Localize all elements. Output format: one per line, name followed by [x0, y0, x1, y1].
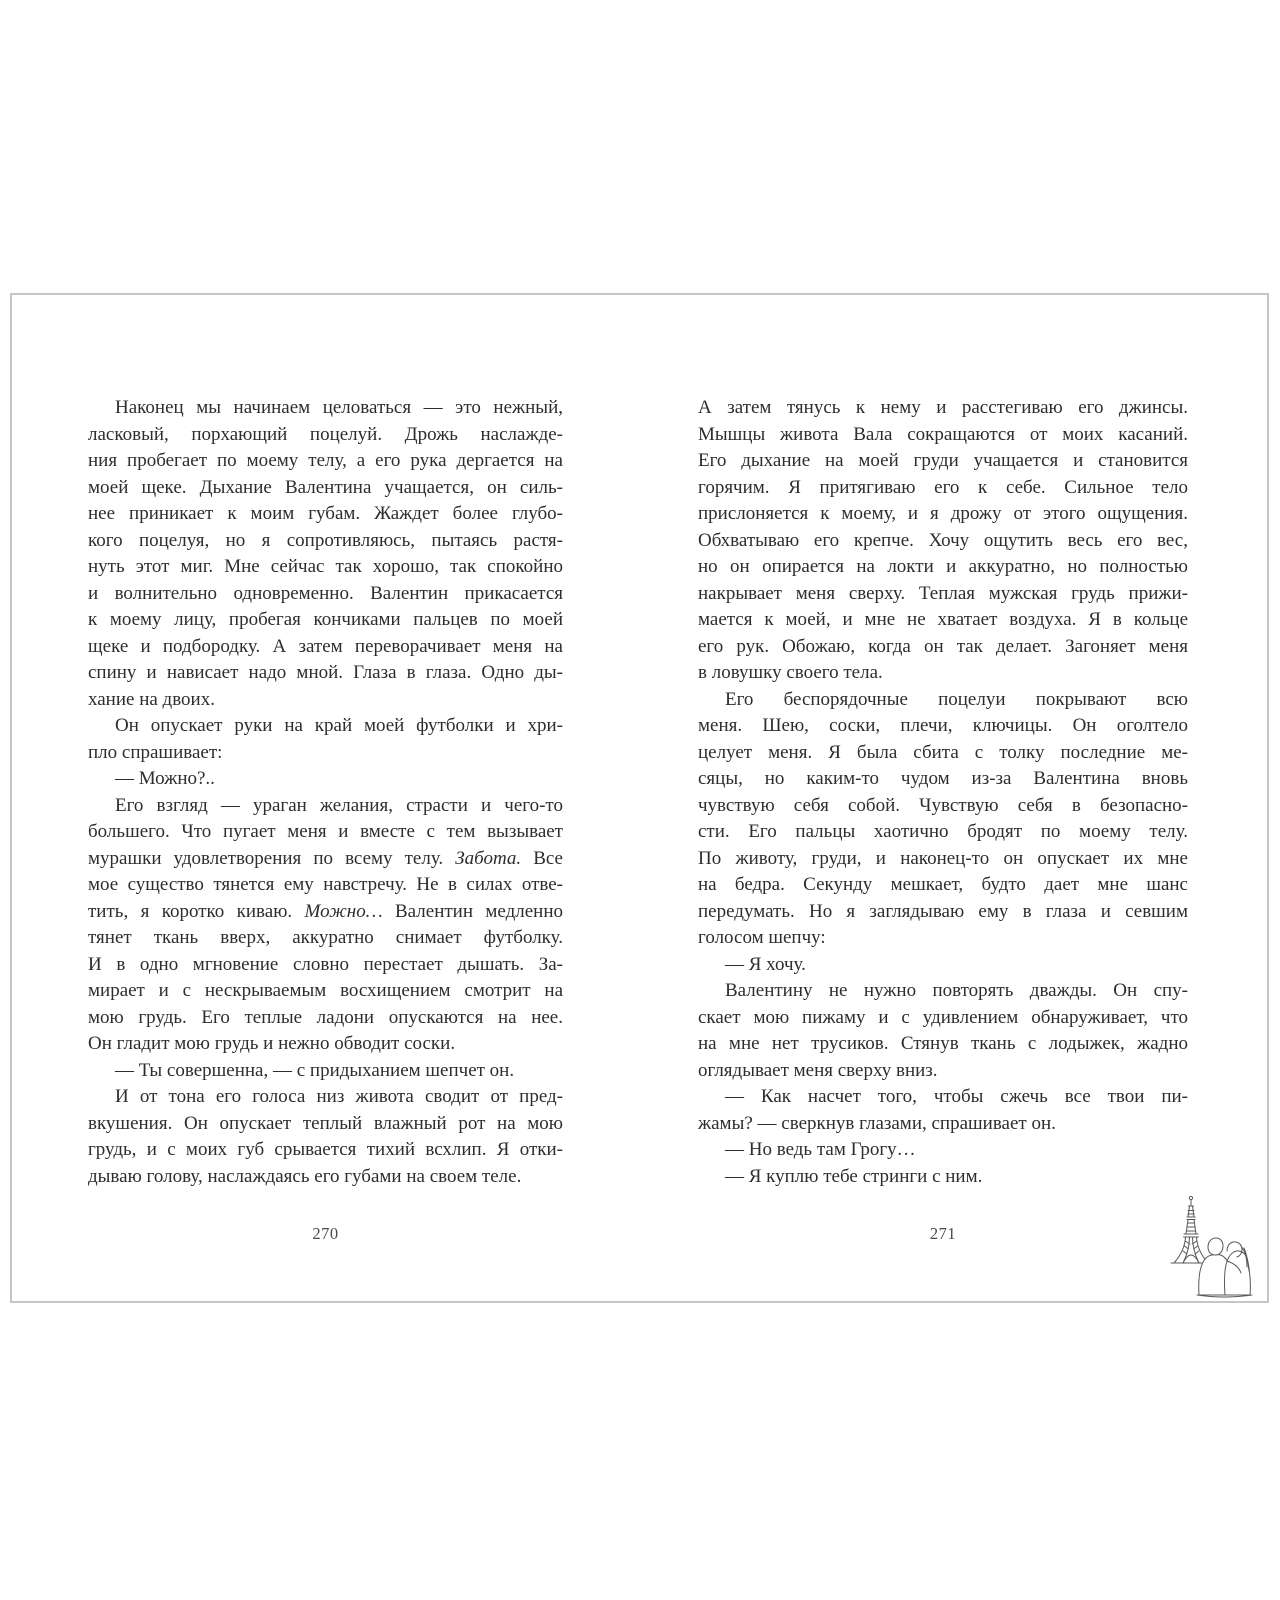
text-line: Валентину не нужно повторять дважды. Он спу- [725, 980, 1188, 1001]
seated-couple-icon [1197, 1238, 1252, 1297]
text-line: на мне нет трусиков. Стянув ткань с лодыжек, жадно [698, 1033, 1188, 1054]
text-line: мурашки удовлетворения по всему телу. Забота. Все [88, 847, 563, 869]
text-line: Он гладит мою грудь и нежно обводит соски. [88, 1033, 456, 1054]
paragraph [698, 1084, 1188, 1137]
text-line: горячим. Я притягиваю его к себе. Сильное тело [698, 476, 1188, 498]
text-line: моей щеке. Дыхание Валентина учащается, он силь- [88, 476, 563, 498]
text-line: и волнительно одновременно. Валентин прикасается [88, 582, 563, 604]
paragraph [88, 793, 563, 1058]
text-line: Обхватываю его крепче. Хочу ощутить весь его вес, [698, 529, 1188, 551]
text-line: прислоняется к моему, и я дрожу от этого ощущения. [698, 503, 1188, 524]
text-line: в ловушку своего тела. [698, 662, 883, 683]
text-line: скает мою пижаму и с удивлением обнаруживает, что [698, 1006, 1188, 1028]
page-271-text-block [698, 395, 1188, 1190]
text-line: Его взгляд — ураган желания, страсти и чего-то [115, 794, 563, 816]
text-line: оглядывает меня сверху вниз. [698, 1059, 938, 1081]
text-line: его рук. Обожаю, когда он так делает. Загоняет меня [698, 635, 1188, 657]
text-line: целует меня. Я была сбита с толку последние ме- [698, 741, 1188, 763]
eiffel-tower-icon [1171, 1196, 1213, 1263]
text-line: И в одно мгновение словно перестает дышать. За- [88, 953, 563, 975]
text-line: но он опирается на локти и аккуратно, но полностью [698, 556, 1188, 577]
text-line: чувствую себя собой. Чувствую себя в безопасно- [698, 794, 1188, 816]
text-line: — Я хочу. [725, 953, 806, 975]
text-line: передумать. Но я заглядываю ему в глаза и севшим [698, 900, 1188, 922]
text-line: жамы? — сверкнув глазами, спрашивает он. [698, 1112, 1056, 1134]
text-line: хание на двоих. [88, 688, 215, 710]
paragraph [88, 395, 563, 713]
text-line: нуть этот миг. Мне сейчас так хорошо, так спокойно [88, 556, 563, 577]
text-line: голосом шепчу: [698, 927, 826, 948]
text-line: нее приникает к моим губам. Жаждет более глубо- [88, 503, 563, 524]
paragraph [698, 952, 1188, 979]
text-line: — Но ведь там Грогу… [725, 1139, 916, 1160]
text-line: мою грудь. Его теплые ладони опускаются на нее. [88, 1006, 563, 1028]
paragraph [88, 713, 563, 766]
paragraph [698, 978, 1188, 1084]
text-line: Наконец мы начинаем целоваться — это нежный, [115, 397, 563, 418]
text-line: накрывает меня сверху. Теплая мужская грудь прижи- [698, 582, 1188, 604]
text-line: По животу, груди, и наконец-то он опускает их мне [698, 847, 1188, 869]
page-number-left: 270 [312, 1224, 339, 1243]
text-line: к моему лицу, пробегая кончиками пальцев по моей [88, 609, 563, 630]
text-line: — Ты совершенна, — с придыханием шепчет он. [115, 1059, 515, 1081]
text-line: — Можно?.. [115, 768, 215, 789]
text-line: тить, я коротко киваю. Можно… Валентин медленно [88, 900, 564, 922]
text-line: кого поцелуя, но я сопротивляюсь, пытаясь растя- [88, 529, 563, 551]
text-line: Мышцы живота Вала сокращаются от моих касаний. [698, 423, 1188, 445]
text-line: пло спрашивает: [88, 741, 223, 763]
text-line: И от тона его голоса низ живота сводит от пред- [115, 1086, 563, 1107]
text-line: грудь, и с моих губ срывается тихий всхлип. Я отки- [88, 1139, 563, 1160]
text-line: Его дыхание на моей груди учащается и становится [698, 450, 1188, 471]
text-line: дываю голову, наслаждаясь его губами на своем теле. [88, 1165, 522, 1187]
text-line: мое существо тянется ему навстречу. Не в силах отве- [88, 874, 563, 895]
paragraph [698, 395, 1188, 687]
text-line: на бедра. Секунду мешкает, будто дает мне шанс [698, 874, 1188, 895]
page-number-right: 271 [929, 1224, 957, 1243]
book-spread [10, 293, 1269, 1303]
paragraph [88, 1084, 563, 1190]
text-line: тянет ткань вверх, аккуратно снимает футболку. [88, 927, 563, 948]
text-line: меня. Шею, соски, плечи, ключицы. Он оголтело [698, 715, 1188, 736]
text-line: спину и нависает надо мной. Глаза в глаза. Одно ды- [88, 662, 563, 683]
paragraph [698, 1164, 1188, 1191]
page-270-text-block [88, 395, 563, 1190]
paragraph [698, 1137, 1188, 1164]
text-line: ласковый, порхающий поцелуй. Дрожь наслажде- [88, 423, 563, 445]
text-line: — Как насчет того, чтобы сжечь все твои пи- [725, 1086, 1188, 1107]
couple-eiffel-tower-illustration [1161, 1189, 1261, 1301]
text-line: щеке и подбородку. А затем переворачивает меня на [88, 635, 563, 657]
paragraph [88, 766, 563, 793]
text-line: ния пробегает по моему телу, а его рука дергается на [88, 450, 563, 471]
text-line: большего. Что пугает меня и вместе с тем вызывает [88, 821, 563, 842]
text-line: мается к моей, и мне не хватает воздуха. Я в кольце [698, 609, 1188, 630]
text-line: А затем тянусь к нему и расстегиваю его джинсы. [698, 397, 1188, 418]
paragraph [698, 687, 1188, 952]
text-line: сти. Его пальцы хаотично бродят по моему телу. [698, 821, 1188, 842]
text-line: сяцы, но каким-то чудом из-за Валентина вновь [698, 768, 1188, 789]
text-line: — Я куплю тебе стринги с ним. [725, 1165, 983, 1187]
text-line: мирает и с нескрываемым восхищением смотрит на [88, 980, 563, 1001]
text-line: Его беспорядочные поцелуи покрывают всю [725, 688, 1188, 710]
text-line: Он опускает руки на край моей футболки и хри- [115, 715, 563, 736]
paragraph [88, 1058, 563, 1085]
text-line: вкушения. Он опускает теплый влажный рот на мою [88, 1112, 563, 1134]
